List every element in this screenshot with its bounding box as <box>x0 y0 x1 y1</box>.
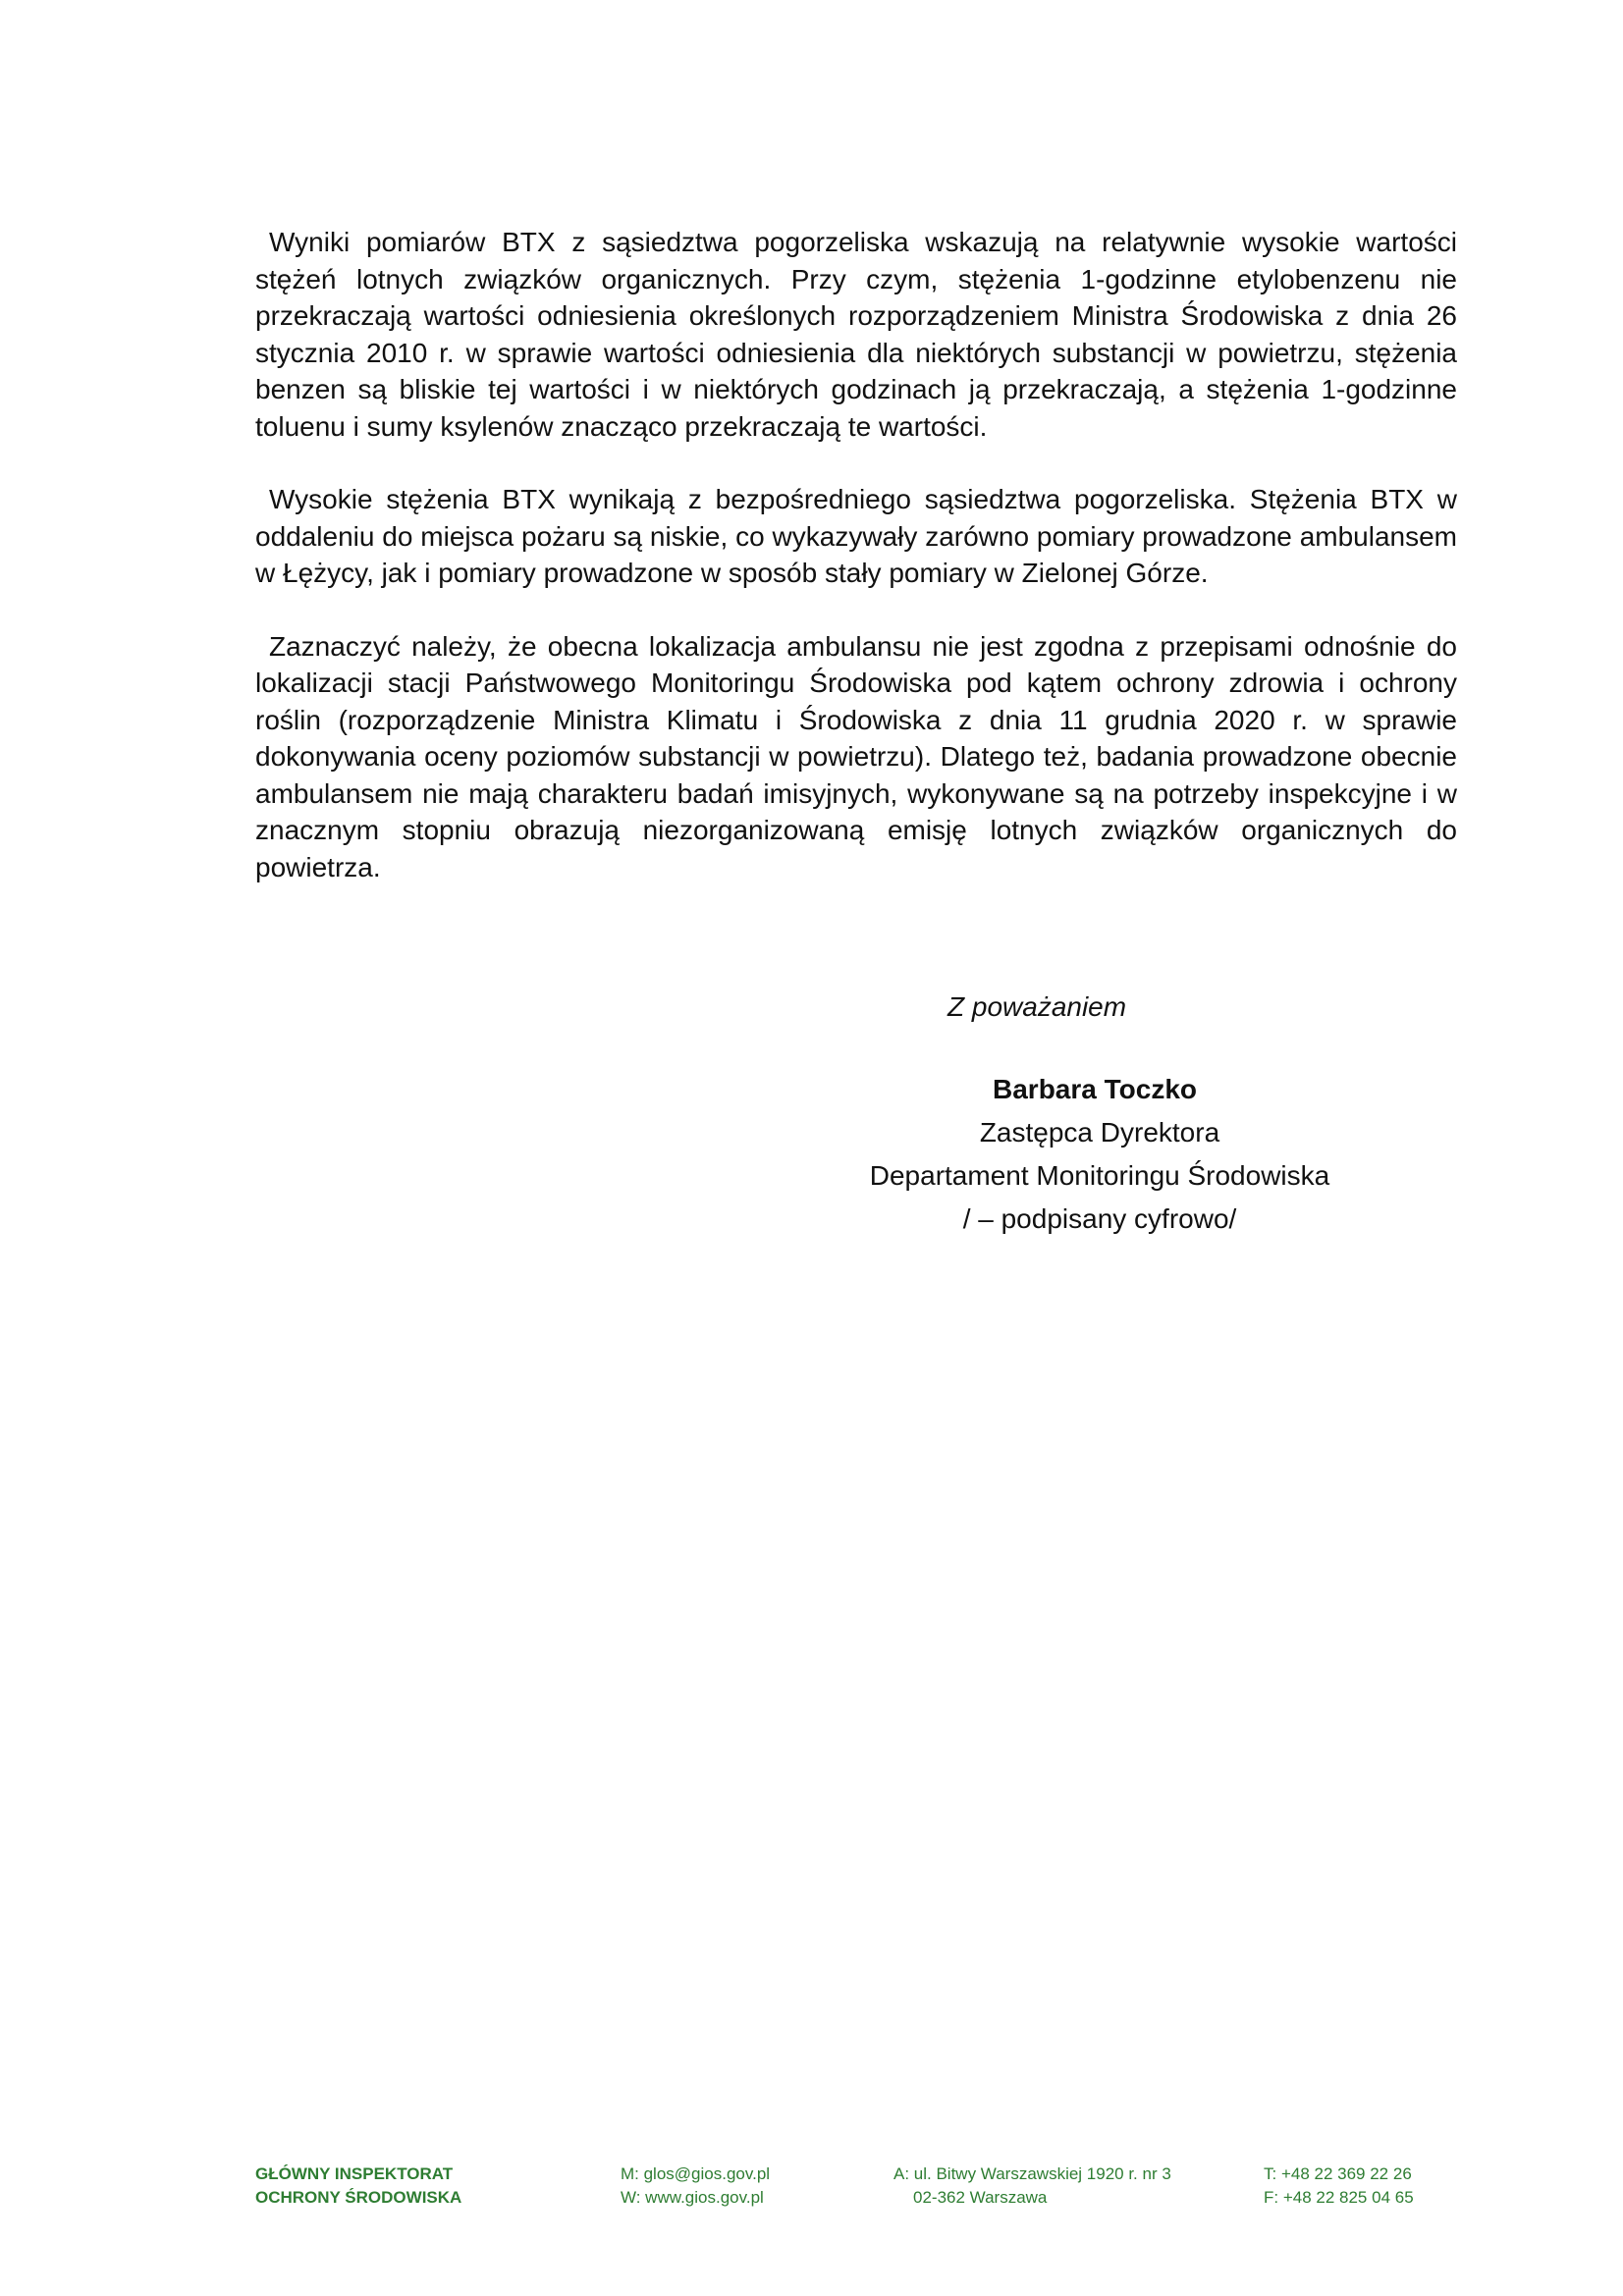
signatory-name: Barbara Toczko <box>993 1074 1197 1104</box>
footer-contact <box>621 2163 770 2210</box>
closing-phrase: Z poważaniem <box>947 991 1127 1022</box>
footer-website[interactable]: W: www.gios.gov.pl <box>621 2188 764 2207</box>
letter-body <box>255 224 1457 922</box>
digital-signature-note: / – podpisany cyfrowo/ <box>962 1203 1237 1234</box>
footer-organization <box>255 2163 461 2210</box>
footer-org-line2: OCHRONY ŚRODOWISKA <box>255 2188 462 2207</box>
paragraph-btx-results: Wyniki pomiarów BTX z sąsiedztwa pogorzeliska wskazują na relatywnie wysokie wartości stężeń lotnych związków organicznych. Przy czym, stężenia 1-godzinne etylobenzenu nie przekraczają wartości odniesienia określonych rozporządzeniem Ministra Środowiska z dnia 26 stycznia 2010 r. w sprawie wartości odniesienia dla niektórych substancji w powietrzu, stężenia benzen są bliskie tej wartości i w niektórych godzinach ją przekraczają, a stężenia 1-godzinne toluenu i sumy ksylenów znacząco przekraczają te wartości. <box>255 227 1457 442</box>
footer-address-line2: 02-362 Warszawa <box>913 2188 1048 2207</box>
footer-phone: T: +48 22 369 22 26 <box>1264 2164 1412 2183</box>
signature-block <box>825 986 1375 1241</box>
letterhead-footer <box>0 2163 1623 2221</box>
footer-org-line1: GŁÓWNY INSPEKTORAT <box>255 2164 454 2183</box>
footer-address-line1: A: ul. Bitwy Warszawskiej 1920 r. nr 3 <box>893 2164 1171 2183</box>
signatory-department: Departament Monitoringu Środowiska <box>869 1160 1330 1191</box>
footer-fax: F: +48 22 825 04 65 <box>1264 2188 1414 2207</box>
footer-phones <box>1264 2163 1414 2210</box>
paragraph-ambulance-location: Zaznaczyć należy, że obecna lokalizacja ambulansu nie jest zgodna z przepisami odnośnie do lokalizacji stacji Państwowego Monitoringu Środowiska pod kątem ochrony zdrowia i ochrony roślin (rozporządzenie Ministra Klimatu i Środowiska z dnia 11 grudnia 2020 r. w sprawie dokonywania oceny poziomów substancji w powietrzu). Dlatego też, badania prowadzone obecnie ambulansem nie mają charakteru badań imisyjnych, wykonywane są na potrzeby inspekcyjne i w znacznym stopniu obrazują niezorganizowaną emisję lotnych związków organicznych do powietrza. <box>255 630 1457 882</box>
paragraph-btx-concentrations: Wysokie stężenia BTX wynikają z bezpośredniego sąsiedztwa pogorzeliska. Stężenia BTX w oddaleniu do miejsca pożaru są niskie, co wykazywały zarówno pomiary prowadzone ambulansem w Łężycy, jak i pomiary prowadzone w sposób stały pomiary w Zielonej Górze. <box>255 484 1457 588</box>
footer-email[interactable]: M: glos@gios.gov.pl <box>621 2164 771 2183</box>
signatory-position: Zastępca Dyrektora <box>979 1117 1220 1148</box>
footer-address <box>893 2163 1171 2210</box>
